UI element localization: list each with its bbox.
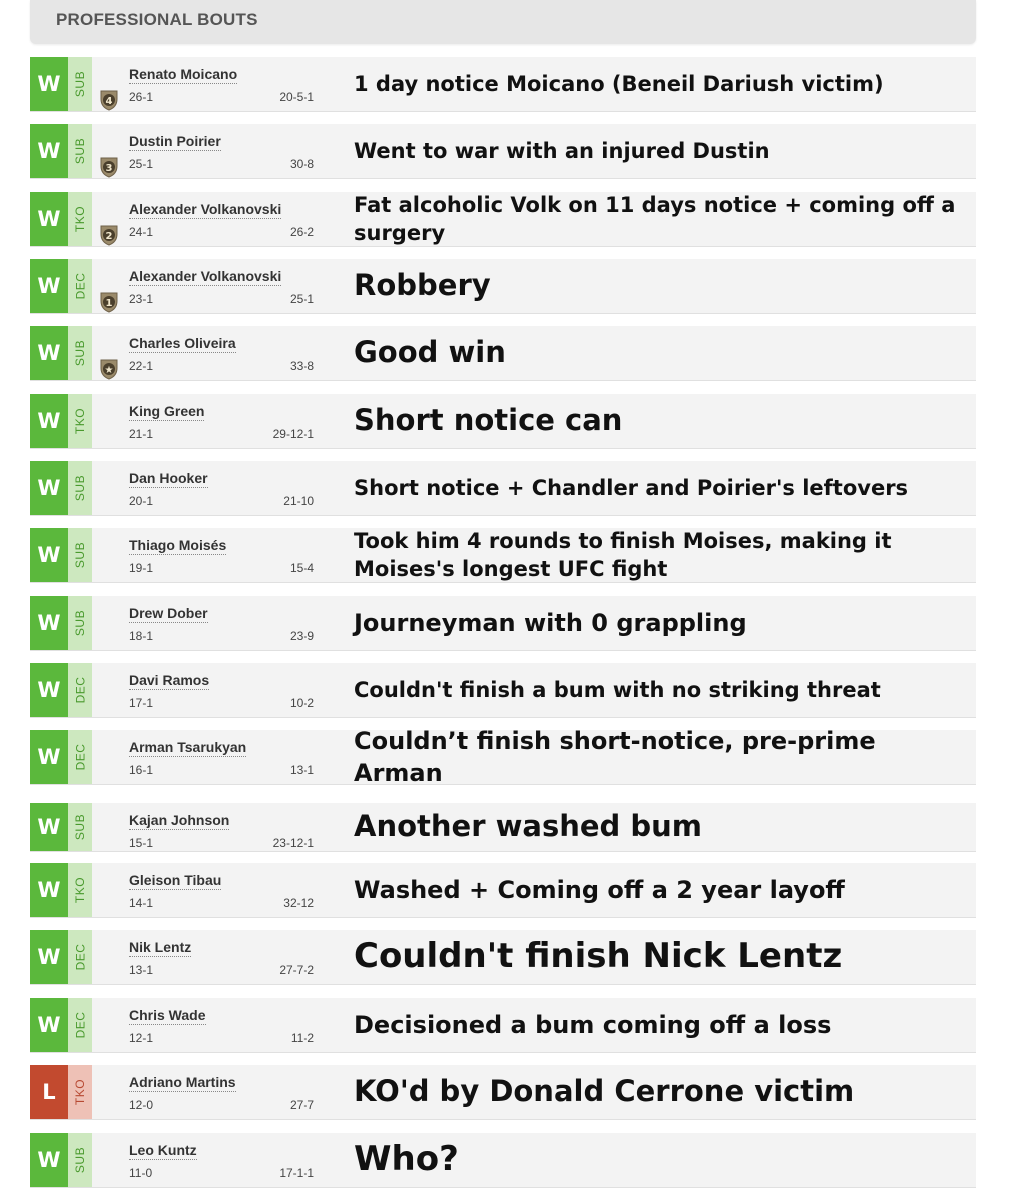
bout-comment: Another washed bum [354,809,702,844]
opponent-record: 26-2 [289,225,314,239]
fighter-record: 24-1 [129,225,154,239]
bout-row[interactable] [30,259,976,314]
method-label: SUB [68,57,92,111]
result-badge: W [30,394,68,448]
opponent-record: 17-1-1 [279,1166,314,1180]
bout-comment: Fat alcoholic Volk on 11 days notice + coming off a surgery [354,192,956,245]
bout-comment: Took him 4 rounds to finish Moises, making it Moises's longest UFC fight [354,528,892,581]
fighter-record: 18-1 [129,629,154,643]
fighter-record: 13-1 [129,963,154,977]
fighter-record: 19-1 [129,561,154,575]
result-badge: W [30,730,68,784]
title-fight-badge-icon [99,89,119,111]
result-badge: W [30,998,68,1052]
title-fight-badge-icon [99,358,119,380]
bout-row[interactable] [30,57,976,112]
result-badge: W [30,1133,68,1187]
bout-row[interactable] [30,663,976,718]
bout-row[interactable] [30,596,976,651]
bout-row[interactable] [30,192,976,247]
method-label: TKO [68,863,92,917]
bout-comment: KO'd by Donald Cerrone victim [354,1074,855,1109]
opponent-record: 33-8 [289,359,314,373]
bout-row[interactable] [30,930,976,985]
method-label: TKO [68,394,92,448]
method-label: SUB [68,596,92,650]
fighter-record: 14-1 [129,896,154,910]
method-label: SUB [68,528,92,582]
method-label: DEC [68,930,92,984]
opponent-record: 23-9 [289,629,314,643]
fighter-record: 11-0 [129,1166,153,1180]
bout-comment: Robbery [354,268,491,303]
bout-comment: 1 day notice Moicano (Beneil Dariush victim) [354,71,884,96]
result-badge: W [30,192,68,246]
opponent-record: 32-12 [283,896,314,910]
result-badge: W [30,596,68,650]
opponent-record: 15-4 [289,561,314,575]
bout-comment: Who? [354,1139,459,1180]
title-fight-badge-icon [99,224,119,246]
result-badge: W [30,930,68,984]
method-label: SUB [68,1133,92,1187]
bout-comment: Decisioned a bum coming off a loss [354,1010,832,1039]
opponent-record: 13-1 [289,763,314,777]
bout-comment: Couldn't finish Nick Lentz [354,936,843,977]
opponent-record: 27-7-2 [279,963,314,977]
result-badge: W [30,528,68,582]
bout-row[interactable] [30,394,976,449]
opponent-link[interactable]: Thiago Moisés [129,537,227,553]
svg-text:2: 2 [105,231,113,242]
opponent-link[interactable]: King Green [129,403,205,419]
bout-row[interactable] [30,1133,976,1188]
section-title: PROFESSIONAL BOUTS [56,10,258,29]
svg-text:4: 4 [105,96,113,107]
opponent-link[interactable]: Gleison Tibau [129,872,222,888]
opponent-record: 10-2 [289,696,314,710]
result-badge: W [30,663,68,717]
opponent-link[interactable]: Drew Dober [129,605,208,621]
opponent-link[interactable]: Charles Oliveira [129,335,236,351]
bout-row[interactable] [30,461,976,516]
result-badge: W [30,57,68,111]
opponent-link[interactable]: Renato Moicano [129,66,238,82]
bout-row[interactable] [30,726,976,787]
opponent-record: 20-5-1 [279,90,314,104]
method-label: SUB [68,803,92,851]
opponent-link[interactable]: Nik Lentz [129,939,192,955]
title-fight-badge-icon [99,291,119,313]
result-badge: W [30,461,68,515]
bout-row[interactable] [30,998,976,1053]
result-badge: W [30,124,68,178]
svg-text:3: 3 [105,163,113,174]
section-header [30,0,976,44]
bout-comment: Short notice can [354,403,623,438]
fighter-record: 12-0 [129,1098,154,1112]
method-label: DEC [68,998,92,1052]
opponent-link[interactable]: Leo Kuntz [129,1142,197,1158]
bout-comment: Washed + Coming off a 2 year layoff [354,875,845,904]
opponent-link[interactable]: Arman Tsarukyan [129,739,247,755]
opponent-record: 29-12-1 [272,427,314,441]
svg-text:★: ★ [104,365,114,376]
bout-comment: Good win [354,335,506,370]
bout-row[interactable] [30,863,976,918]
opponent-record: 23-12-1 [272,836,314,850]
fighter-record: 22-1 [129,359,154,373]
opponent-record: 21-10 [283,494,314,508]
opponent-record: 30-8 [289,157,314,171]
method-label: DEC [68,259,92,313]
bout-row[interactable] [30,803,976,852]
result-badge: W [30,803,68,851]
opponent-record: 27-7 [289,1098,314,1112]
bout-comment: Short notice + Chandler and Poirier's leftovers [354,475,909,500]
fighter-record: 26-1 [129,90,154,104]
method-label: SUB [68,124,92,178]
bout-row[interactable] [30,1065,976,1120]
opponent-link[interactable]: Alexander Volkanovski [129,268,282,284]
bout-comment: Went to war with an injured Dustin [354,138,770,163]
fighter-record: 15-1 [129,836,154,850]
method-label: TKO [68,192,92,246]
opponent-link[interactable]: Dan Hooker [129,470,208,486]
opponent-link[interactable]: Alexander Volkanovski [129,201,282,217]
fighter-record: 21-1 [129,427,154,441]
opponent-link[interactable]: Chris Wade [129,1007,206,1023]
fighter-record: 16-1 [129,763,154,777]
opponent-link[interactable]: Kajan Johnson [129,812,230,828]
opponent-record: 25-1 [289,292,314,306]
fighter-record: 17-1 [129,696,154,710]
result-badge: W [30,259,68,313]
title-fight-badge-icon [99,156,119,178]
result-badge: W [30,863,68,917]
method-label: DEC [68,663,92,717]
fighter-record: 23-1 [129,292,154,306]
fighter-record: 12-1 [129,1031,154,1045]
svg-text:1: 1 [105,298,113,309]
opponent-record: 11-2 [290,1031,314,1045]
opponent-link[interactable]: Dustin Poirier [129,133,221,149]
bout-comment: Couldn’t finish short-notice, pre-prime Arman [354,726,876,787]
method-label: SUB [68,461,92,515]
result-badge: L [30,1065,68,1119]
bout-row[interactable] [30,124,976,179]
opponent-link[interactable]: Adriano Martins [129,1074,236,1090]
bout-row[interactable] [30,326,976,381]
fighter-record: 20-1 [129,494,154,508]
method-label: DEC [68,730,92,784]
bout-comment: Couldn't finish a bum with no striking threat [354,677,881,702]
method-label: TKO [68,1065,92,1119]
opponent-link[interactable]: Davi Ramos [129,672,210,688]
bout-comment: Journeyman with 0 grappling [354,608,747,637]
method-label: SUB [68,326,92,380]
result-badge: W [30,326,68,380]
fighter-record: 25-1 [129,157,154,171]
bout-row[interactable] [30,528,976,583]
